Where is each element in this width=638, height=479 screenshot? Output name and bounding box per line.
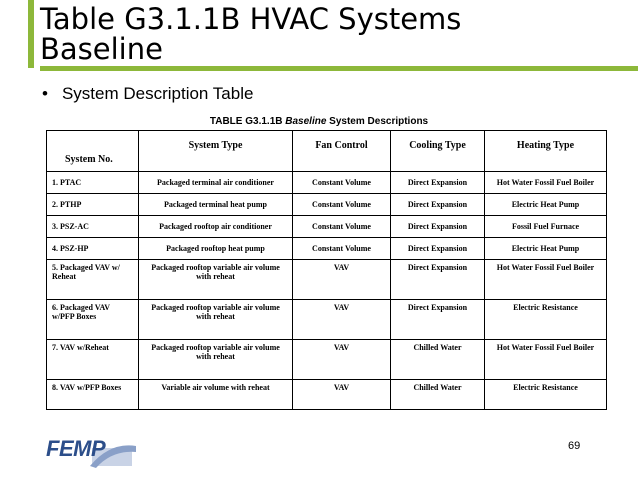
cell-system-type: Packaged rooftop variable air volume with reheat [139,340,293,380]
header-system-no: System No. [47,131,139,172]
caption-suffix: System Descriptions [326,116,429,127]
table-row [47,300,607,340]
cell-fan-control: Constant Volume [293,194,391,216]
table-row [47,194,607,216]
cell-cooling-type: Direct Expansion [391,260,485,300]
cell-system-type: Packaged rooftop variable air volume with reheat [139,300,293,340]
title-underline-bar [40,66,638,71]
logo-text: FEMP [46,436,106,461]
cell-system-no: 1. PTAC [47,172,139,194]
cell-fan-control: Constant Volume [293,172,391,194]
table-header-row [47,131,607,172]
femp-logo [46,436,136,470]
caption-prefix: TABLE G3.1.1B [209,116,286,127]
header-system-type: System Type [139,131,293,172]
page-number: 69 [568,440,581,452]
header-cooling-type: Cooling Type [391,131,485,172]
cell-cooling-type: Direct Expansion [391,172,485,194]
table-row [47,238,607,260]
cell-heating-type: Electric Resistance [485,300,607,340]
cell-fan-control: VAV [293,340,391,380]
cell-heating-type: Electric Resistance [485,380,607,410]
caption-italic: Baseline [285,116,327,127]
cell-system-type: Packaged rooftop heat pump [139,238,293,260]
table-row [47,380,607,410]
cell-cooling-type: Direct Expansion [391,216,485,238]
bullet-dot-icon: • [42,84,48,103]
slide-title [40,4,620,64]
bullet-text: System Description Table [61,84,254,103]
header-heating-type: Heating Type [485,131,607,172]
table-row [47,260,607,300]
cell-system-no: 4. PSZ-HP [47,238,139,260]
cell-fan-control: VAV [293,300,391,340]
table-row [47,172,607,194]
cell-cooling-type: Chilled Water [391,380,485,410]
left-accent-bar [28,0,34,68]
cell-system-type: Variable air volume with reheat [139,380,293,410]
cell-cooling-type: Direct Expansion [391,194,485,216]
cell-system-type: Packaged rooftop air conditioner [139,216,293,238]
cell-fan-control: VAV [293,260,391,300]
cell-fan-control: VAV [293,380,391,410]
slide-title-line2: Baseline [40,32,163,66]
cell-system-no: 6. Packaged VAV w/PFP Boxes [47,300,139,340]
cell-system-no: 3. PSZ-AC [47,216,139,238]
table-row [47,216,607,238]
cell-system-no: 7. VAV w/Reheat [47,340,139,380]
cell-system-no: 8. VAV w/PFP Boxes [47,380,139,410]
table-caption [0,116,638,127]
cell-heating-type: Hot Water Fossil Fuel Boiler [485,172,607,194]
cell-heating-type: Hot Water Fossil Fuel Boiler [485,340,607,380]
cell-heating-type: Fossil Fuel Furnace [485,216,607,238]
system-description-table [46,130,607,410]
cell-fan-control: Constant Volume [293,216,391,238]
cell-system-no: 5. Packaged VAV w/ Reheat [47,260,139,300]
cell-cooling-type: Direct Expansion [391,300,485,340]
cell-system-type: Packaged terminal air conditioner [139,172,293,194]
cell-system-type: Packaged terminal heat pump [139,194,293,216]
cell-cooling-type: Chilled Water [391,340,485,380]
cell-system-no: 2. PTHP [47,194,139,216]
cell-fan-control: Constant Volume [293,238,391,260]
cell-system-type: Packaged rooftop variable air volume with reheat [139,260,293,300]
slide-title-line1: Table G3.1.1B HVAC Systems [40,2,462,36]
header-fan-control: Fan Control [293,131,391,172]
table-row [47,340,607,380]
cell-cooling-type: Direct Expansion [391,238,485,260]
cell-heating-type: Electric Heat Pump [485,238,607,260]
cell-heating-type: Hot Water Fossil Fuel Boiler [485,260,607,300]
cell-heating-type: Electric Heat Pump [485,194,607,216]
bullet-item [42,84,253,104]
